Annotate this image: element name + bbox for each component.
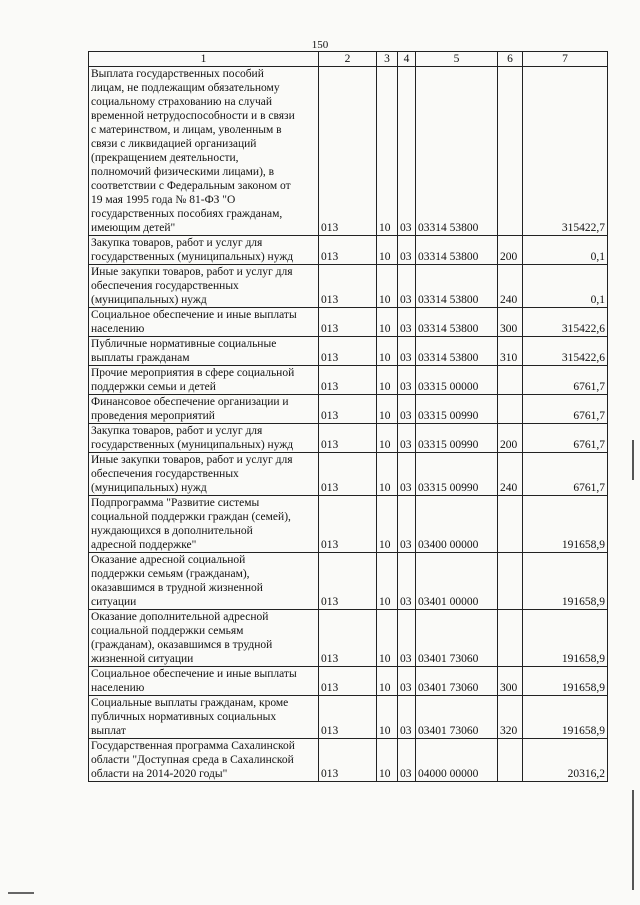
- cell-section-code: 10: [377, 453, 398, 496]
- cell-amount: 0,1: [523, 265, 608, 308]
- cell-expense-type-code: [498, 395, 523, 424]
- cell-expense-type-code: [498, 366, 523, 395]
- description-line: Государственная программа Сахалинской: [91, 740, 295, 752]
- cell-section-code: 10: [377, 265, 398, 308]
- description-line: социальной поддержки граждан (семей),: [91, 511, 291, 523]
- cell-target-article-code: 03314 53800: [416, 67, 498, 236]
- cell-subsection-code: 03: [398, 610, 416, 667]
- table-row: [89, 308, 608, 337]
- row-description: [89, 667, 319, 696]
- cell-expense-type-code: [498, 610, 523, 667]
- description-line: обеспечения государственных: [91, 468, 239, 480]
- table-row: [89, 667, 608, 696]
- cell-ministry-code: 013: [319, 366, 377, 395]
- cell-expense-type-code: [498, 739, 523, 782]
- description-line: адресной поддержке": [91, 539, 197, 551]
- description-line: Оказание дополнительной адресной: [91, 611, 269, 623]
- description-line: Социальное обеспечение и иные выплаты: [91, 309, 297, 321]
- description-line: связи с ликвидацией организаций: [91, 138, 257, 150]
- cell-section-code: 10: [377, 667, 398, 696]
- description-line: обеспечения государственных: [91, 280, 239, 292]
- row-description: [89, 265, 319, 308]
- table-row: [89, 496, 608, 553]
- scan-mark: [632, 790, 634, 890]
- page-number: 150: [311, 39, 329, 51]
- cell-target-article-code: 03401 73060: [416, 696, 498, 739]
- cell-expense-type-code: [498, 553, 523, 610]
- description-line: Социальное обеспечение и иные выплаты: [91, 668, 297, 680]
- cell-ministry-code: 013: [319, 453, 377, 496]
- description-line: (гражданам), оказавшимся в трудной: [91, 639, 273, 651]
- row-description: [89, 395, 319, 424]
- cell-expense-type-code: [498, 496, 523, 553]
- cell-amount: 315422,7: [523, 67, 608, 236]
- description-line: (муниципальных) нужд: [91, 294, 207, 306]
- cell-amount: 315422,6: [523, 337, 608, 366]
- table-row: [89, 67, 608, 236]
- cell-amount: 6761,7: [523, 453, 608, 496]
- row-description: [89, 610, 319, 667]
- cell-target-article-code: 03314 53800: [416, 337, 498, 366]
- header-col-4: 4: [398, 52, 416, 67]
- header-col-5: 5: [416, 52, 498, 67]
- description-line: публичных нормативных социальных: [91, 711, 277, 723]
- cell-amount: 191658,9: [523, 696, 608, 739]
- description-line: Закупка товаров, работ и услуг для: [91, 237, 263, 249]
- table-row: [89, 265, 608, 308]
- description-line: выплаты гражданам: [91, 352, 190, 364]
- description-line: (прекращением деятельности,: [91, 152, 239, 164]
- description-line: полномочий физическими лицами), в: [91, 166, 275, 178]
- row-description: [89, 424, 319, 453]
- row-description: [89, 337, 319, 366]
- cell-ministry-code: 013: [319, 308, 377, 337]
- cell-target-article-code: 03314 53800: [416, 308, 498, 337]
- budget-table: [88, 51, 608, 782]
- cell-subsection-code: 03: [398, 667, 416, 696]
- description-line: Иные закупки товаров, работ и услуг для: [91, 454, 293, 466]
- cell-target-article-code: 04000 00000: [416, 739, 498, 782]
- cell-target-article-code: 03401 73060: [416, 667, 498, 696]
- row-description: [89, 453, 319, 496]
- row-description: [89, 696, 319, 739]
- description-line: жизненной ситуации: [91, 653, 194, 665]
- table-row: [89, 739, 608, 782]
- cell-section-code: 10: [377, 696, 398, 739]
- description-line: лицам, не подлежащим обязательному: [91, 82, 280, 94]
- cell-subsection-code: 03: [398, 67, 416, 236]
- cell-target-article-code: 03315 00990: [416, 453, 498, 496]
- description-line: с материнством, и лицам, уволенным в: [91, 124, 282, 136]
- description-line: государственных (муниципальных) нужд: [91, 439, 294, 451]
- description-line: выплат: [91, 725, 126, 737]
- row-description: [89, 236, 319, 265]
- row-description: [89, 67, 319, 236]
- cell-expense-type-code: 240: [498, 265, 523, 308]
- row-description: [89, 553, 319, 610]
- cell-expense-type-code: 200: [498, 236, 523, 265]
- cell-amount: 191658,9: [523, 610, 608, 667]
- cell-section-code: 10: [377, 67, 398, 236]
- cell-ministry-code: 013: [319, 553, 377, 610]
- cell-target-article-code: 03315 00990: [416, 395, 498, 424]
- cell-section-code: 10: [377, 496, 398, 553]
- cell-ministry-code: 013: [319, 496, 377, 553]
- cell-subsection-code: 03: [398, 553, 416, 610]
- table-row: [89, 696, 608, 739]
- header-row: [89, 52, 608, 67]
- description-line: Публичные нормативные социальные: [91, 338, 277, 350]
- header-col-6: 6: [498, 52, 523, 67]
- cell-amount: 20316,2: [523, 739, 608, 782]
- description-line: населению: [91, 682, 145, 694]
- cell-expense-type-code: 300: [498, 308, 523, 337]
- cell-section-code: 10: [377, 395, 398, 424]
- description-line: Оказание адресной социальной: [91, 554, 246, 566]
- row-description: [89, 496, 319, 553]
- cell-ministry-code: 013: [319, 337, 377, 366]
- cell-target-article-code: 03315 00000: [416, 366, 498, 395]
- description-line: имеющим детей": [91, 222, 176, 234]
- cell-target-article-code: 03400 00000: [416, 496, 498, 553]
- description-line: Финансовое обеспечение организации и: [91, 396, 289, 408]
- cell-subsection-code: 03: [398, 696, 416, 739]
- table-row: [89, 424, 608, 453]
- cell-ministry-code: 013: [319, 395, 377, 424]
- description-line: Прочие мероприятия в сфере социальной: [91, 367, 295, 379]
- cell-subsection-code: 03: [398, 395, 416, 424]
- cell-target-article-code: 03401 00000: [416, 553, 498, 610]
- scan-mark: [8, 892, 34, 894]
- description-line: государственных (муниципальных) нужд: [91, 251, 294, 263]
- table-row: [89, 366, 608, 395]
- scan-mark: [632, 440, 634, 480]
- description-line: соответствии с Федеральным законом от: [91, 180, 291, 192]
- cell-amount: 315422,6: [523, 308, 608, 337]
- description-line: социальному страхованию на случай: [91, 96, 273, 108]
- cell-subsection-code: 03: [398, 265, 416, 308]
- description-line: Выплата государственных пособий: [91, 68, 264, 80]
- cell-section-code: 10: [377, 308, 398, 337]
- cell-amount: 6761,7: [523, 424, 608, 453]
- cell-section-code: 10: [377, 553, 398, 610]
- description-line: Иные закупки товаров, работ и услуг для: [91, 266, 293, 278]
- cell-expense-type-code: [498, 67, 523, 236]
- cell-ministry-code: 013: [319, 667, 377, 696]
- description-line: нуждающихся в дополнительной: [91, 525, 253, 537]
- cell-subsection-code: 03: [398, 424, 416, 453]
- description-line: области "Доступная среда в Сахалинской: [91, 754, 294, 766]
- cell-section-code: 10: [377, 739, 398, 782]
- row-description: [89, 366, 319, 395]
- description-line: 19 мая 1995 года № 81-ФЗ "О: [91, 194, 236, 206]
- cell-expense-type-code: 300: [498, 667, 523, 696]
- description-line: социальной поддержки семьям: [91, 625, 244, 637]
- table-row: [89, 236, 608, 265]
- description-line: Подпрограмма "Развитие системы: [91, 497, 260, 509]
- cell-subsection-code: 03: [398, 739, 416, 782]
- cell-section-code: 10: [377, 337, 398, 366]
- table-row: [89, 610, 608, 667]
- cell-subsection-code: 03: [398, 337, 416, 366]
- cell-subsection-code: 03: [398, 496, 416, 553]
- cell-section-code: 10: [377, 424, 398, 453]
- description-line: Закупка товаров, работ и услуг для: [91, 425, 263, 437]
- cell-subsection-code: 03: [398, 236, 416, 265]
- row-description: [89, 739, 319, 782]
- cell-expense-type-code: 240: [498, 453, 523, 496]
- cell-ministry-code: 013: [319, 67, 377, 236]
- header-col-3: 3: [377, 52, 398, 67]
- description-line: ситуации: [91, 596, 137, 608]
- cell-expense-type-code: 200: [498, 424, 523, 453]
- cell-target-article-code: 03315 00990: [416, 424, 498, 453]
- description-line: населению: [91, 323, 145, 335]
- description-line: проведения мероприятий: [91, 410, 215, 422]
- description-line: Социальные выплаты гражданам, кроме: [91, 697, 289, 709]
- header-col-1: 1: [89, 52, 319, 67]
- cell-ministry-code: 013: [319, 610, 377, 667]
- cell-amount: 6761,7: [523, 366, 608, 395]
- cell-section-code: 10: [377, 236, 398, 265]
- cell-target-article-code: 03314 53800: [416, 236, 498, 265]
- table-row: [89, 553, 608, 610]
- row-description: [89, 308, 319, 337]
- description-line: государственных пособиях гражданам,: [91, 208, 283, 220]
- cell-ministry-code: 013: [319, 265, 377, 308]
- cell-target-article-code: 03401 73060: [416, 610, 498, 667]
- cell-ministry-code: 013: [319, 424, 377, 453]
- cell-ministry-code: 013: [319, 739, 377, 782]
- cell-subsection-code: 03: [398, 453, 416, 496]
- cell-amount: 6761,7: [523, 395, 608, 424]
- cell-subsection-code: 03: [398, 308, 416, 337]
- cell-ministry-code: 013: [319, 696, 377, 739]
- header-col-2: 2: [319, 52, 377, 67]
- cell-expense-type-code: 310: [498, 337, 523, 366]
- cell-target-article-code: 03314 53800: [416, 265, 498, 308]
- table-row: [89, 395, 608, 424]
- cell-section-code: 10: [377, 610, 398, 667]
- cell-amount: 0,1: [523, 236, 608, 265]
- table-body: [89, 67, 608, 782]
- description-line: области на 2014-2020 годы": [91, 768, 228, 780]
- table-row: [89, 337, 608, 366]
- description-line: поддержки семьи и детей: [91, 381, 216, 393]
- header-col-7: 7: [523, 52, 608, 67]
- cell-section-code: 10: [377, 366, 398, 395]
- cell-ministry-code: 013: [319, 236, 377, 265]
- description-line: временной нетрудоспособности и в связи: [91, 110, 295, 122]
- cell-amount: 191658,9: [523, 496, 608, 553]
- description-line: поддержки семьям (гражданам),: [91, 568, 250, 580]
- table-row: [89, 453, 608, 496]
- description-line: оказавшимся в трудной жизненной: [91, 582, 263, 594]
- cell-amount: 191658,9: [523, 553, 608, 610]
- cell-amount: 191658,9: [523, 667, 608, 696]
- cell-subsection-code: 03: [398, 366, 416, 395]
- cell-expense-type-code: 320: [498, 696, 523, 739]
- description-line: (муниципальных) нужд: [91, 482, 207, 494]
